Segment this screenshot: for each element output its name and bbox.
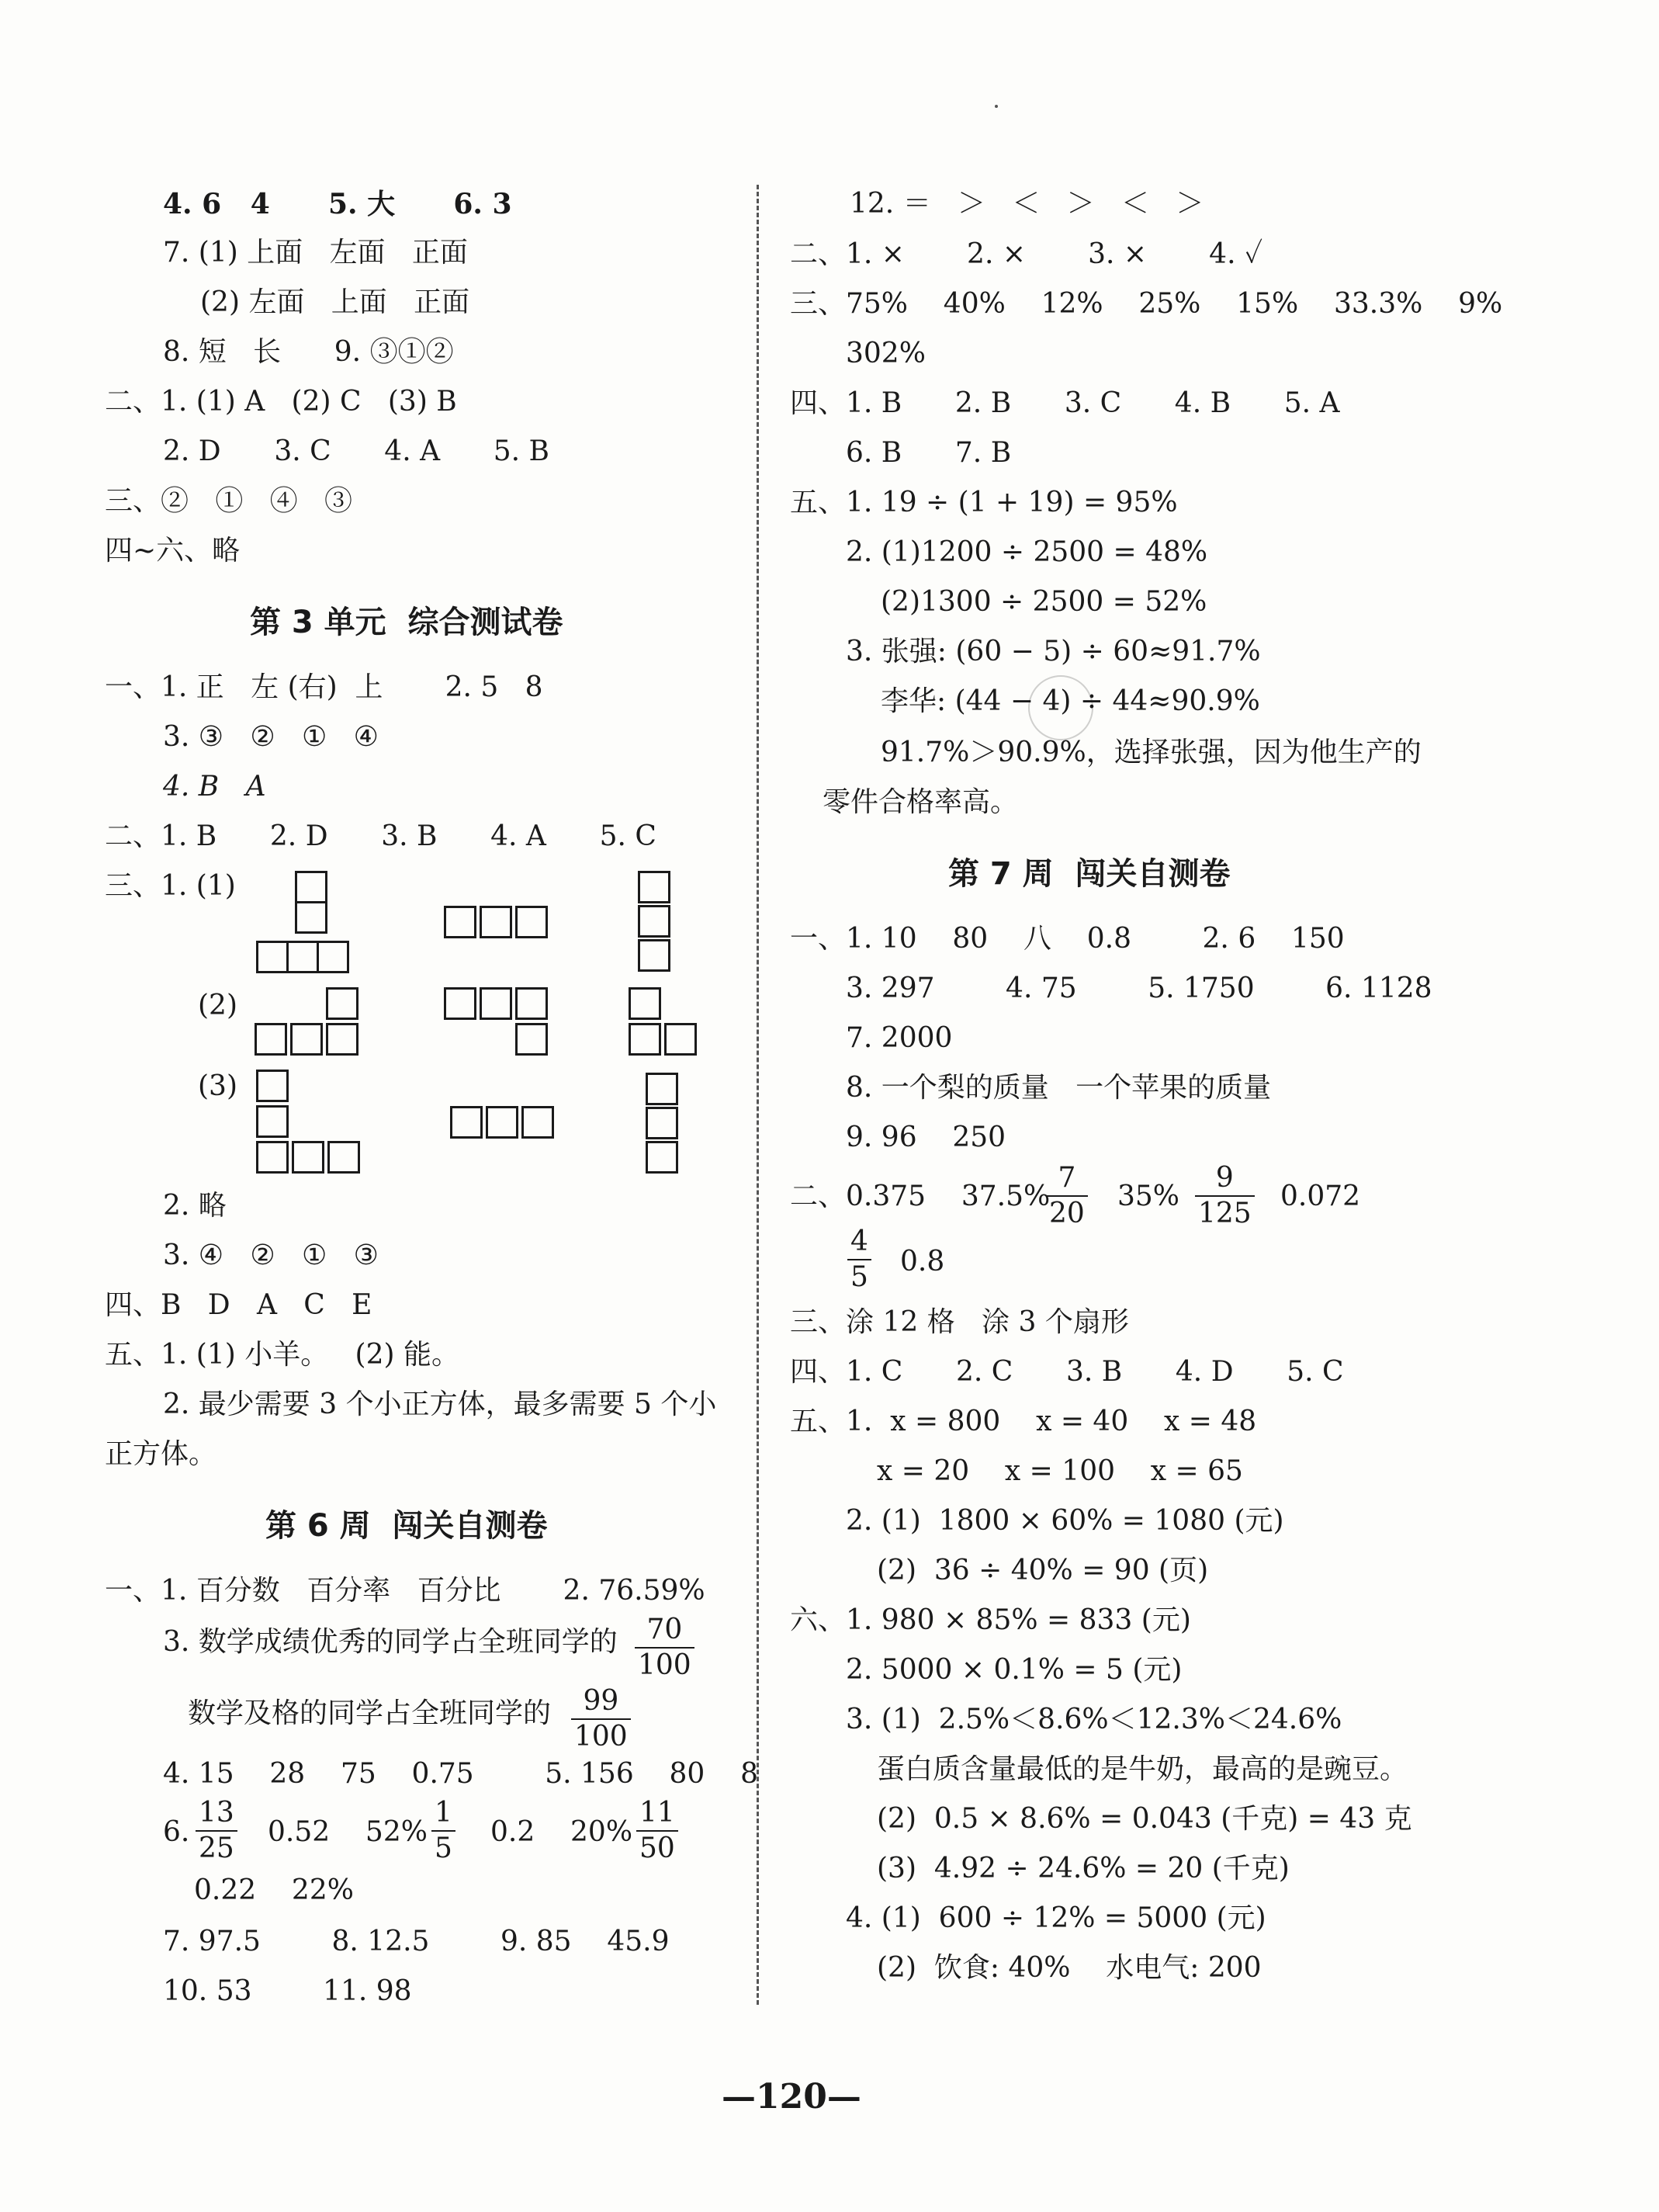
answer-line: 一、1. 正 左 (右) 上 2. 5 8: [105, 671, 543, 703]
answer-line: 6. B 7. B: [846, 437, 1012, 469]
numerator: 70: [646, 1614, 683, 1645]
answer-line: 91.7%＞90.9%，选择张强，因为他生产的: [881, 737, 1422, 768]
answer-line: 一、1. 10 80 八 0.8 2. 6 150: [790, 923, 1345, 955]
answer-line: 4. 6 4 5. 大 6. 3: [163, 188, 512, 220]
fraction-bar: [431, 1830, 455, 1832]
fraction-bar: [635, 1647, 694, 1649]
answer-line: 4. (1) 600 ÷ 12% = 5000 (元): [846, 1902, 1266, 1934]
numerator: 99: [583, 1685, 619, 1717]
answer-line: 3. 297 4. 75 5. 1750 6. 1128: [846, 973, 1432, 1004]
section-title-week7: 第 7 周 闯关自测卷: [948, 856, 1231, 892]
answer-line: 六、1. 980 × 85% = 833 (元): [790, 1604, 1191, 1636]
fraction-bar: [196, 1830, 237, 1832]
page-number: —120—: [722, 2077, 861, 2117]
fraction: [1046, 1164, 1088, 1228]
answer-line: (2)1300 ÷ 2500 = 52%: [881, 586, 1207, 618]
section-title-unit3: 第 3 单元 综合测试卷: [250, 605, 563, 640]
fraction: [635, 1616, 694, 1680]
fraction-bar: [571, 1718, 631, 1720]
answer-line: 2. (1)1200 ÷ 2500 = 48%: [846, 536, 1208, 568]
answer-line: 0.8: [900, 1246, 945, 1278]
answer-line: 3. 张强: (60 − 5) ÷ 60≈91.7%: [846, 636, 1261, 667]
answer-line: 正方体。: [105, 1438, 217, 1470]
section-title-week6: 第 6 周 闯关自测卷: [265, 1508, 548, 1544]
fraction: [431, 1799, 455, 1863]
answer-line: 8. 一个梨的质量 一个苹果的质量: [846, 1072, 1272, 1104]
fraction-bar: [847, 1259, 871, 1260]
answer-line: (2) 饮食: 40% 水电气: 200: [877, 1952, 1262, 1984]
answer-line: (3): [198, 1070, 237, 1102]
denominator: 25: [199, 1832, 234, 1864]
answer-line: 五、1. 19 ÷ (1 + 19) = 95%: [790, 487, 1178, 518]
answer-line: 三、1. (1): [105, 870, 236, 902]
answer-line: (2): [198, 990, 237, 1021]
answer-line: 二、1. (1) A (2) C (3) B: [105, 386, 457, 418]
answer-line: 2. D 3. C 4. A 5. B: [163, 435, 550, 467]
answer-line: 4. 15 28 75 0.75 5. 156 80 8: [163, 1758, 759, 1790]
answer-line: 3. ③ ② ① ④: [163, 721, 379, 753]
answer-line: 0.22 22%: [194, 1874, 354, 1906]
answer-line: 蛋白质含量最低的是牛奶，最高的是豌豆。: [877, 1753, 1408, 1785]
answer-line: 302%: [846, 338, 926, 369]
fraction-bar: [1046, 1195, 1088, 1197]
fraction: [636, 1799, 678, 1863]
numerator: 1: [435, 1797, 452, 1829]
speck: [995, 105, 998, 108]
answer-line: 2. 5000 × 0.1% = 5 (元): [846, 1654, 1183, 1686]
denominator: 100: [638, 1649, 691, 1681]
answer-line: 6.: [163, 1816, 190, 1848]
answer-line: 3. (1) 2.5%＜8.6%＜12.3%＜24.6%: [846, 1704, 1342, 1735]
answer-line: 2. 略: [163, 1190, 227, 1222]
answer-line: 四、1. C 2. C 3. B 4. D 5. C: [790, 1356, 1344, 1388]
answer-line: 35%: [1117, 1181, 1180, 1212]
answer-line: 10. 53 11. 98: [163, 1975, 412, 2007]
numerator: 9: [1215, 1162, 1234, 1194]
numerator: 4: [850, 1226, 868, 1257]
answer-line: 7. 97.5 8. 12.5 9. 85 45.9: [163, 1926, 670, 1957]
denominator: 100: [574, 1721, 628, 1753]
answer-line: 四、B D A C E: [105, 1289, 372, 1321]
answer-line: 2. (1) 1800 × 60% = 1080 (元): [846, 1505, 1284, 1537]
denominator: 125: [1198, 1198, 1252, 1229]
answer-line: 7. (1) 上面 左面 正面: [163, 237, 468, 269]
denominator: 5: [850, 1261, 868, 1293]
answer-line: 二、0.375 37.5%: [790, 1181, 1051, 1212]
fraction-bar: [1195, 1195, 1255, 1197]
fraction: [847, 1228, 871, 1291]
fraction: [571, 1687, 631, 1751]
answer-line: 四、1. B 2. B 3. C 4. B 5. A: [790, 387, 1340, 419]
answer-line: 12. ＝ ＞ ＜ ＞ ＜ ＞: [850, 188, 1204, 220]
answer-line: 一、1. 百分数 百分率 百分比 2. 76.59%: [105, 1575, 705, 1607]
answer-line: (2) 左面 上面 正面: [200, 286, 470, 318]
answer-line: 李华: (44 − 4) ÷ 44≈90.9%: [881, 685, 1260, 717]
denominator: 5: [435, 1832, 452, 1864]
answer-line: (2) 36 ÷ 40% = 90 (页): [877, 1555, 1209, 1586]
denominator: 20: [1049, 1198, 1085, 1229]
answer-line: 二、1. B 2. D 3. B 4. A 5. C: [105, 820, 656, 852]
answer-line: x = 20 x = 100 x = 65: [877, 1455, 1243, 1487]
answer-line: 三、75% 40% 12% 25% 15% 33.3% 9%: [790, 288, 1503, 320]
fraction: [1195, 1164, 1255, 1228]
answer-line: (2) 0.5 × 8.6% = 0.043 (千克) = 43 克: [877, 1803, 1412, 1835]
answer-line: 7. 2000: [846, 1022, 953, 1054]
answer-line: 2. 最少需要 3 个小正方体，最多需要 5 个小: [163, 1389, 717, 1420]
answer-line: 0.072: [1280, 1181, 1361, 1212]
fraction: [196, 1799, 237, 1863]
answer-line: 3. 数学成绩优秀的同学占全班同学的: [163, 1626, 618, 1658]
answer-line: 0.52 52%: [268, 1816, 428, 1848]
answer-line: (3) 4.92 ÷ 24.6% = 20 (千克): [877, 1853, 1290, 1884]
answer-line: 零件合格率高。: [823, 786, 1019, 818]
answer-line: 三、涂 12 格 涂 3 个扇形: [790, 1306, 1129, 1338]
answer-line: 三、② ① ④ ③: [105, 485, 352, 517]
fraction-bar: [636, 1830, 678, 1832]
answer-line: 五、1. (1) 小羊。 (2) 能。: [105, 1339, 459, 1371]
numerator: 11: [639, 1797, 675, 1829]
column-divider: [757, 185, 759, 2005]
answer-line: 8. 短 长 9. ③①②: [163, 336, 454, 368]
answer-line: 五、1. x = 800 x = 40 x = 48: [790, 1406, 1257, 1437]
answer-line: 二、1. × 2. × 3. × 4. ✓: [790, 238, 1263, 270]
denominator: 50: [639, 1832, 675, 1864]
numerator: 13: [199, 1797, 234, 1829]
answer-line: 4. B A: [163, 771, 266, 803]
numerator: 7: [1058, 1162, 1076, 1194]
answer-line: 四~六、略: [105, 535, 241, 567]
answer-line: 3. ④ ② ① ③: [163, 1239, 379, 1271]
answer-line: 数学及格的同学占全班同学的: [188, 1697, 552, 1729]
answer-line: 9. 96 250: [846, 1122, 1006, 1153]
answer-line: 0.2 20%: [490, 1816, 633, 1848]
